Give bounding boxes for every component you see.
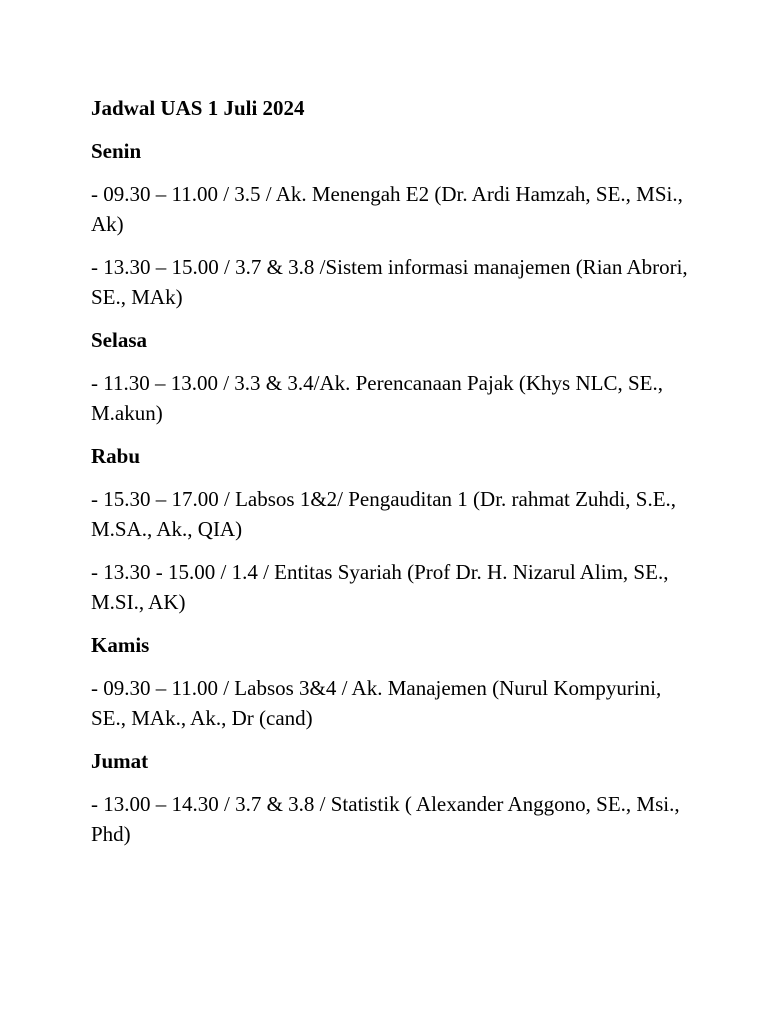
schedule-entry: - 13.30 - 15.00 / 1.4 / Entitas Syariah (Prof Dr. H. Nizarul Alim, SE., M.SI., AK) <box>91 560 669 614</box>
day-heading-selasa: Selasa <box>91 328 148 352</box>
document-title: Jadwal UAS 1 Juli 2024 <box>91 96 305 120</box>
schedule-entry: - 15.30 – 17.00 / Labsos 1&2/ Pengauditan 1 (Dr. rahmat Zuhdi, S.E., M.SA., Ak., QIA) <box>91 487 677 541</box>
schedule-entry: - 13.30 – 15.00 / 3.7 & 3.8 /Sistem informasi manajemen (Rian Abrori, SE., MAk) <box>91 255 688 309</box>
day-heading-rabu: Rabu <box>91 444 141 468</box>
day-heading-senin: Senin <box>91 139 142 163</box>
schedule-entry: - 11.30 – 13.00 / 3.3 & 3.4/Ak. Perencanaan Pajak (Khys NLC, SE., M.akun) <box>91 371 663 425</box>
day-heading-kamis: Kamis <box>91 633 150 657</box>
schedule-entry: - 09.30 – 11.00 / 3.5 / Ak. Menengah E2 (Dr. Ardi Hamzah, SE., MSi., Ak) <box>91 182 683 236</box>
schedule-entry: - 09.30 – 11.00 / Labsos 3&4 / Ak. Manajemen (Nurul Kompyurini, SE., MAk., Ak., Dr (cand) <box>91 676 662 730</box>
document-page <box>91 93 691 862</box>
day-heading-jumat: Jumat <box>91 749 149 773</box>
schedule-entry: - 13.00 – 14.30 / 3.7 & 3.8 / Statistik ( Alexander Anggono, SE., Msi., Phd) <box>91 792 680 846</box>
